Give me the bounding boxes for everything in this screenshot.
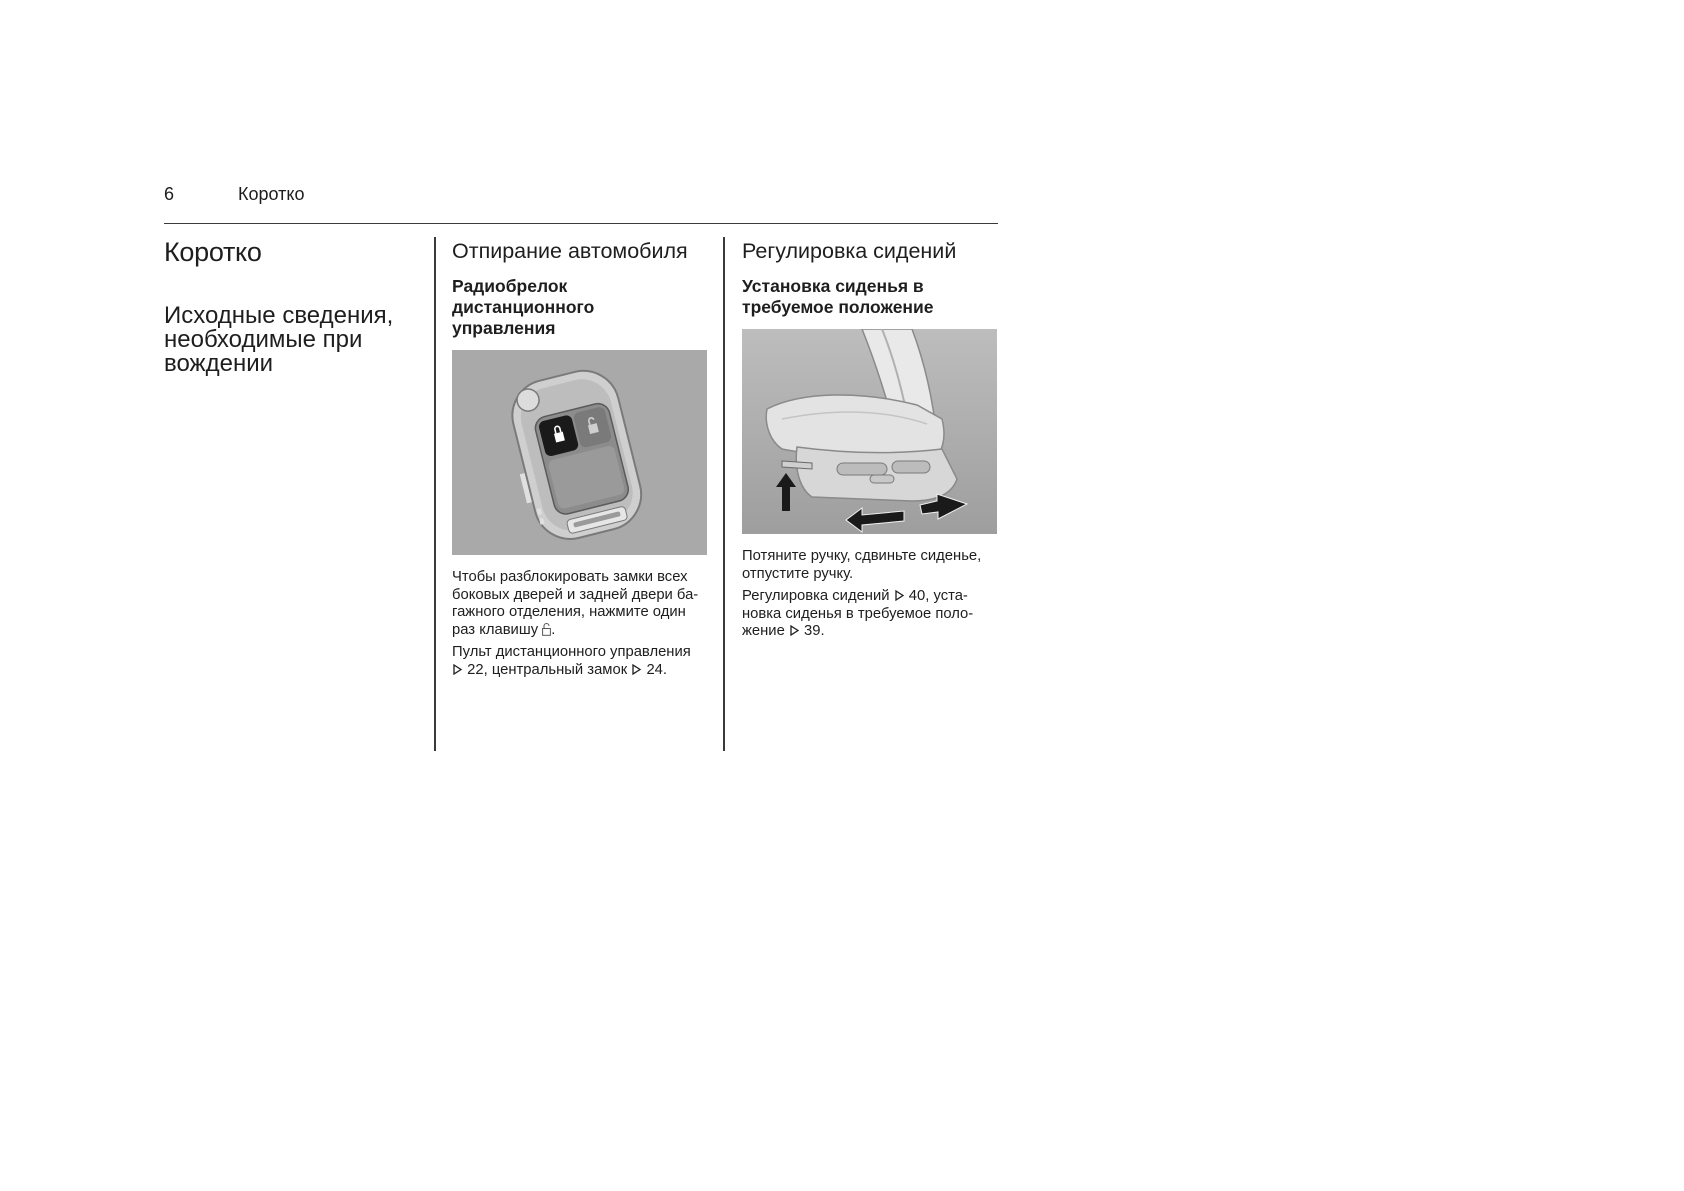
page-number: 6 xyxy=(164,184,175,204)
header-rule xyxy=(164,223,998,224)
seat-instructions: Потяните ручку, сдвиньте сиденье, отпустите ручку. xyxy=(742,548,982,582)
page-reference[interactable]: 24 xyxy=(646,661,663,678)
section-heading-seats: Регулировка сидений xyxy=(742,239,957,263)
section-heading-unlocking: Отпирание автомобиля xyxy=(452,239,688,263)
column-3 xyxy=(742,239,1004,641)
unlock-key-icon xyxy=(542,623,551,636)
cross-reference-icon xyxy=(631,664,642,675)
column-2 xyxy=(452,239,714,679)
remote-references: Пульт дистанционного управления 22, центральный замок 24. xyxy=(452,644,691,678)
subheading-seat-position: Установка сиденья в требуемое положение xyxy=(742,276,934,317)
seat-references: Регулировка сидений 40, уста- новка сиденья в требуемое поло- жение 39. xyxy=(742,588,974,639)
section-title: Исходные сведения, необходимые при вождении xyxy=(164,302,394,377)
column-1 xyxy=(164,237,424,376)
page-reference[interactable]: 39 xyxy=(804,623,821,639)
cross-reference-icon xyxy=(894,590,905,601)
column-divider xyxy=(723,237,725,751)
subheading-remote: Радиобрелок дистанционного управления xyxy=(452,276,595,338)
page-reference[interactable]: 40 xyxy=(908,588,926,604)
car-seat-adjustment-figure xyxy=(742,329,997,534)
unlock-instructions: Чтобы разблокировать замки всех боковых дверей и задней двери ба- гажного отделения, нажмите один раз клавишу . xyxy=(452,569,699,638)
remote-key-fob-figure xyxy=(452,350,707,555)
chapter-title: Коротко xyxy=(164,237,262,267)
page-reference[interactable]: 22 xyxy=(467,661,484,678)
cross-reference-icon xyxy=(789,625,800,636)
column-divider xyxy=(434,237,436,751)
cross-reference-icon xyxy=(452,664,463,675)
running-title: Коротко xyxy=(238,184,305,204)
